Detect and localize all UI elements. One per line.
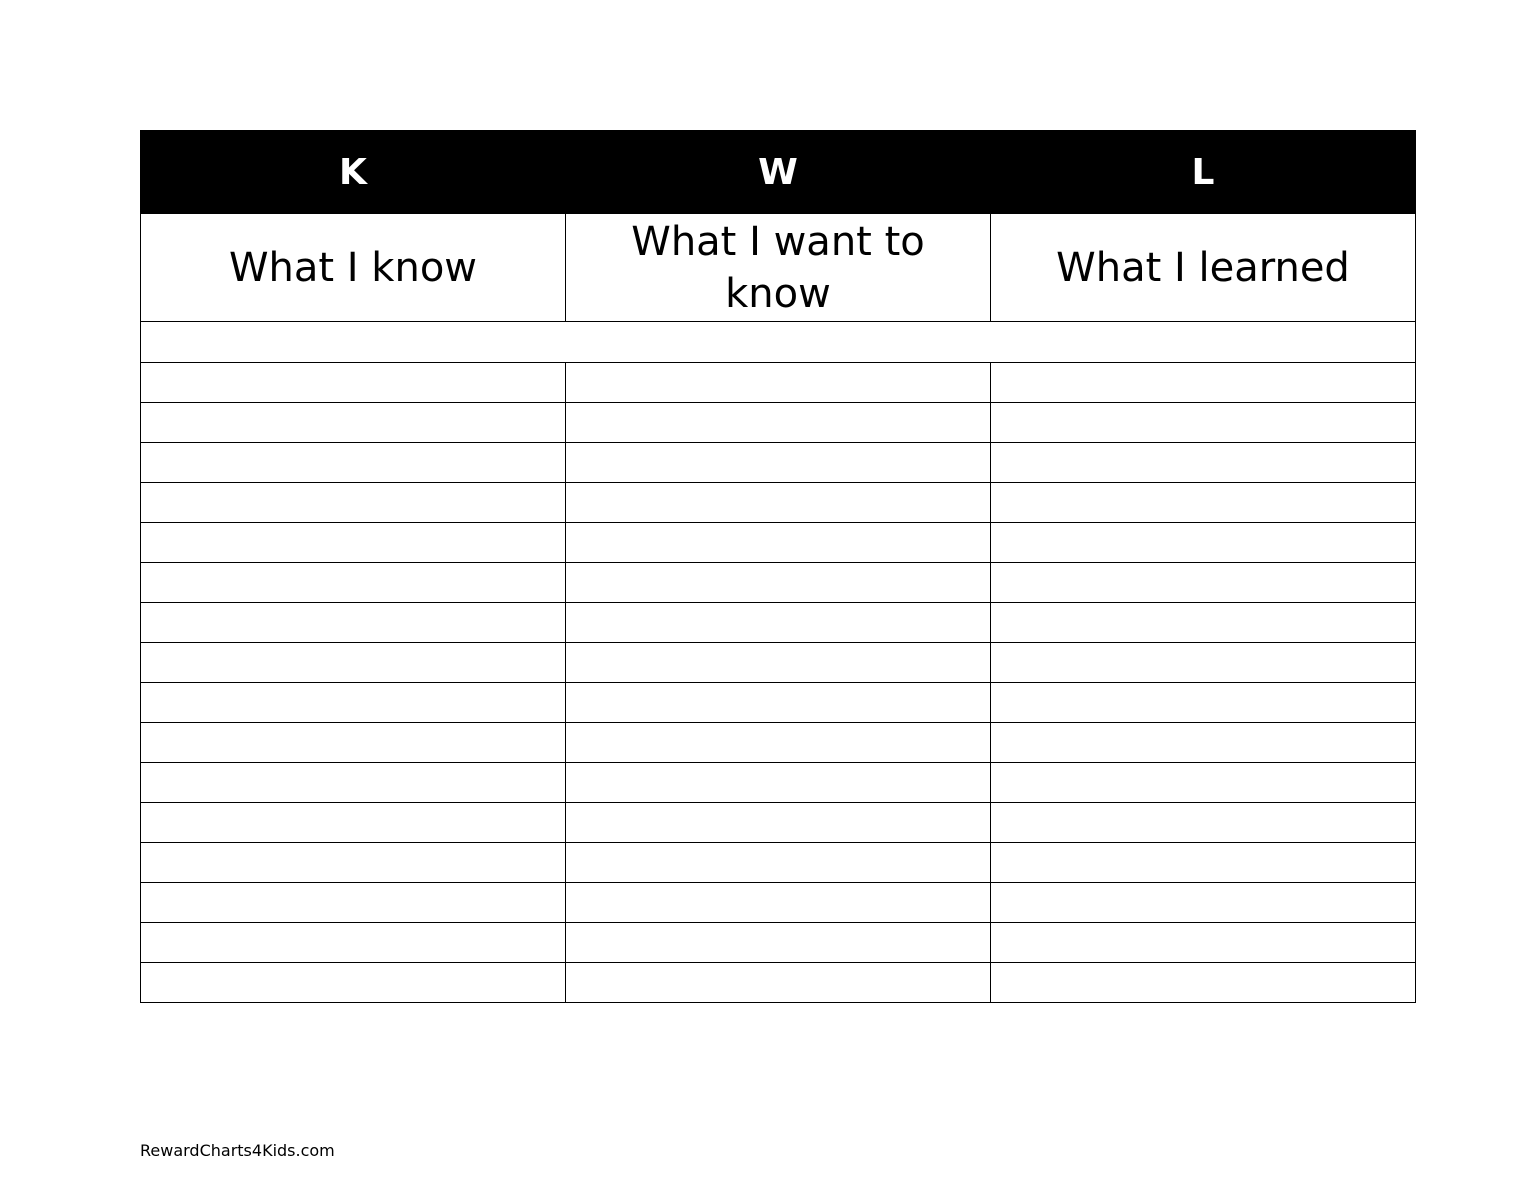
spacer-cell[interactable]: [141, 322, 1416, 363]
entry-cell-want[interactable]: [566, 883, 991, 923]
entry-cell-know[interactable]: [141, 843, 566, 883]
entry-row: [141, 963, 1416, 1003]
entry-cell-learned[interactable]: [991, 563, 1416, 603]
kwl-chart-table: [140, 130, 1416, 1003]
entry-row: [141, 523, 1416, 563]
entry-row: [141, 643, 1416, 683]
entry-cell-learned[interactable]: [991, 683, 1416, 723]
entry-cell-want[interactable]: [566, 643, 991, 683]
entry-cell-want[interactable]: [566, 843, 991, 883]
entry-cell-know[interactable]: [141, 683, 566, 723]
entry-cell-want[interactable]: [566, 363, 991, 403]
entry-cell-know[interactable]: [141, 883, 566, 923]
column-letter-w: W: [566, 131, 991, 214]
entry-cell-want[interactable]: [566, 403, 991, 443]
footer-credit: RewardCharts4Kids.com: [140, 1141, 335, 1160]
column-label-want: What I want to know: [631, 218, 925, 317]
entry-cell-know[interactable]: [141, 963, 566, 1003]
entry-row: [141, 563, 1416, 603]
entry-cell-know[interactable]: [141, 443, 566, 483]
entry-cell-know[interactable]: [141, 563, 566, 603]
entry-row: [141, 403, 1416, 443]
entry-cell-know[interactable]: [141, 643, 566, 683]
entry-row: [141, 763, 1416, 803]
entry-row: [141, 883, 1416, 923]
spacer-row: [141, 322, 1416, 363]
entry-cell-want[interactable]: [566, 443, 991, 483]
column-label-learned-cell: [991, 214, 1416, 322]
entry-row: [141, 483, 1416, 523]
entry-cell-know[interactable]: [141, 603, 566, 643]
entry-cell-know[interactable]: [141, 483, 566, 523]
entry-row: [141, 683, 1416, 723]
entry-cell-know[interactable]: [141, 923, 566, 963]
entry-cell-learned[interactable]: [991, 523, 1416, 563]
entry-cell-learned[interactable]: [991, 603, 1416, 643]
column-label-learned: What I learned: [1056, 244, 1350, 291]
entry-cell-know[interactable]: [141, 763, 566, 803]
entry-row: [141, 723, 1416, 763]
kwl-body: [141, 214, 1416, 1003]
entry-cell-learned[interactable]: [991, 963, 1416, 1003]
entry-cell-learned[interactable]: [991, 843, 1416, 883]
column-label-know: What I know: [228, 244, 478, 291]
entry-cell-want[interactable]: [566, 963, 991, 1003]
entry-cell-want[interactable]: [566, 803, 991, 843]
entry-cell-want[interactable]: [566, 603, 991, 643]
entry-cell-want[interactable]: [566, 683, 991, 723]
entry-cell-know[interactable]: [141, 403, 566, 443]
entry-cell-learned[interactable]: [991, 763, 1416, 803]
entry-cell-learned[interactable]: [991, 443, 1416, 483]
entry-row: [141, 923, 1416, 963]
entry-cell-learned[interactable]: [991, 803, 1416, 843]
entry-row: [141, 443, 1416, 483]
entry-cell-learned[interactable]: [991, 363, 1416, 403]
entry-row: [141, 843, 1416, 883]
entry-cell-want[interactable]: [566, 923, 991, 963]
entry-cell-want[interactable]: [566, 483, 991, 523]
entry-cell-know[interactable]: [141, 523, 566, 563]
column-label-want-cell: [566, 214, 991, 322]
entry-row: [141, 803, 1416, 843]
label-header-row: [141, 214, 1416, 322]
entry-cell-learned[interactable]: [991, 923, 1416, 963]
entry-cell-want[interactable]: [566, 523, 991, 563]
entry-cell-learned[interactable]: [991, 883, 1416, 923]
entry-cell-know[interactable]: [141, 803, 566, 843]
entry-cell-know[interactable]: [141, 723, 566, 763]
column-letter-l: L: [991, 131, 1416, 214]
entry-cell-learned[interactable]: [991, 403, 1416, 443]
entry-cell-learned[interactable]: [991, 483, 1416, 523]
entry-row: [141, 363, 1416, 403]
entry-cell-learned[interactable]: [991, 723, 1416, 763]
entry-cell-know[interactable]: [141, 363, 566, 403]
letter-header-row: [141, 131, 1416, 214]
entry-cell-want[interactable]: [566, 563, 991, 603]
entry-row: [141, 603, 1416, 643]
column-letter-k: K: [141, 131, 566, 214]
entry-cell-want[interactable]: [566, 723, 991, 763]
entry-cell-learned[interactable]: [991, 643, 1416, 683]
entry-cell-want[interactable]: [566, 763, 991, 803]
column-label-know-cell: [141, 214, 566, 322]
